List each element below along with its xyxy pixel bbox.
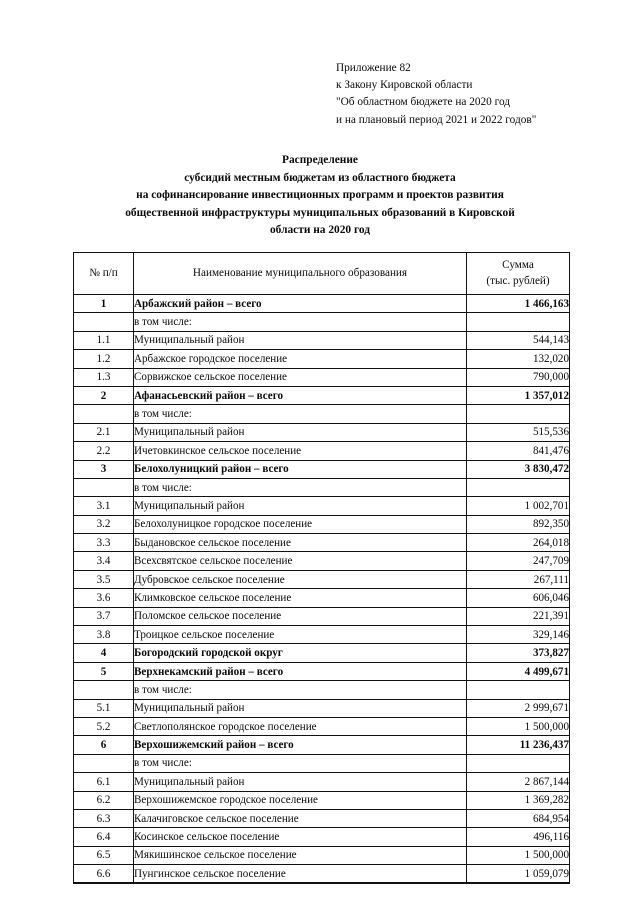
cell-number: 5.1 xyxy=(74,699,134,717)
cell-municipality: Косинское сельское поселение xyxy=(134,828,467,846)
cell-amount xyxy=(467,313,570,331)
cell-amount: 496,116 xyxy=(467,828,570,846)
cell-amount xyxy=(467,405,570,423)
cell-number: 6.5 xyxy=(74,846,134,864)
cell-municipality: Верхошижемский район – всего xyxy=(134,736,467,754)
cell-number: 3.8 xyxy=(74,626,134,644)
cell-number: 3.4 xyxy=(74,552,134,570)
cell-number: 6.4 xyxy=(74,828,134,846)
cell-municipality: Верхошижемское городское поселение xyxy=(134,791,467,809)
cell-municipality: Троицкое сельское поселение xyxy=(134,626,467,644)
table-row xyxy=(74,589,570,607)
cell-amount: 1 059,079 xyxy=(467,865,570,883)
cell-number: 6.2 xyxy=(74,791,134,809)
cell-amount: 790,000 xyxy=(467,368,570,386)
cell-amount: 892,350 xyxy=(467,515,570,533)
table-row xyxy=(74,828,570,846)
cell-municipality: Белохолуницкий район – всего xyxy=(134,460,467,478)
column-header-number: № п/п xyxy=(74,253,134,295)
table-row xyxy=(74,442,570,460)
cell-municipality: Светлополянское городское поселение xyxy=(134,717,467,735)
cell-municipality: Муниципальный район xyxy=(134,497,467,515)
table-row xyxy=(74,460,570,478)
cell-municipality: Сорвижское сельское поселение xyxy=(134,368,467,386)
table-row xyxy=(74,552,570,570)
table-row xyxy=(74,773,570,791)
column-header-municipality: Наименование муниципального образования xyxy=(134,253,467,295)
cell-amount: 515,536 xyxy=(467,423,570,441)
cell-municipality: Быдановское сельское поселение xyxy=(134,534,467,552)
table-header xyxy=(74,253,570,295)
appendix-line-3: "Об областном бюджете на 2020 год xyxy=(336,96,511,109)
cell-municipality: Белохолуницкое городское поселение xyxy=(134,515,467,533)
cell-number: 3 xyxy=(74,460,134,478)
cell-number: 1.2 xyxy=(74,350,134,368)
cell-municipality: Богородский городской округ xyxy=(134,644,467,662)
cell-municipality: Пунгинское сельское поселение xyxy=(134,865,467,883)
table-row xyxy=(74,570,570,588)
cell-number: 4 xyxy=(74,644,134,662)
table-row xyxy=(74,350,570,368)
cell-number: 6.3 xyxy=(74,809,134,827)
cell-amount xyxy=(467,754,570,772)
cell-amount: 1 369,282 xyxy=(467,791,570,809)
table-row xyxy=(74,607,570,625)
appendix-line-2: к Закону Кировской области xyxy=(336,79,473,92)
cell-amount: 373,827 xyxy=(467,644,570,662)
cell-number: 3.5 xyxy=(74,570,134,588)
table-row xyxy=(74,313,570,331)
cell-municipality: в том числе: xyxy=(134,313,467,331)
cell-number xyxy=(74,313,134,331)
table-row xyxy=(74,699,570,717)
table-row xyxy=(74,662,570,680)
table-row xyxy=(74,717,570,735)
cell-amount: 2 867,144 xyxy=(467,773,570,791)
subsidies-table xyxy=(73,252,570,884)
cell-number xyxy=(74,681,134,699)
table-row xyxy=(74,865,570,883)
cell-municipality: Арбажский район – всего xyxy=(134,295,467,313)
table-row xyxy=(74,534,570,552)
cell-amount: 1 500,000 xyxy=(467,717,570,735)
cell-number: 3.6 xyxy=(74,589,134,607)
cell-municipality: Ичетовкинское сельское поселение xyxy=(134,442,467,460)
table-row xyxy=(74,791,570,809)
cell-municipality: Муниципальный район xyxy=(134,773,467,791)
appendix-line-1: Приложение 82 xyxy=(336,62,411,74)
cell-number: 6.1 xyxy=(74,773,134,791)
cell-municipality: Калачиговское сельское поселение xyxy=(134,809,467,827)
table-row xyxy=(74,478,570,496)
cell-number: 2 xyxy=(74,386,134,404)
cell-number: 6 xyxy=(74,736,134,754)
cell-amount: 684,954 xyxy=(467,809,570,827)
page-title xyxy=(50,152,590,240)
title-line-4: общественной инфраструктуры муниципальных образований в Кировской xyxy=(125,206,515,219)
cell-municipality: Климковское сельское поселение xyxy=(134,589,467,607)
table-row xyxy=(74,736,570,754)
appendix-reference-block xyxy=(336,60,636,129)
cell-amount: 1 500,000 xyxy=(467,846,570,864)
cell-number xyxy=(74,478,134,496)
cell-municipality: Всехсвятское сельское поселение xyxy=(134,552,467,570)
column-header-amount xyxy=(467,253,570,295)
title-line-3: на софинансирование инвестиционных программ и проектов развития xyxy=(136,189,504,202)
cell-number: 1 xyxy=(74,295,134,313)
cell-municipality: в том числе: xyxy=(134,405,467,423)
cell-number: 6.6 xyxy=(74,865,134,883)
table-row xyxy=(74,423,570,441)
cell-number: 1.1 xyxy=(74,331,134,349)
cell-municipality: Муниципальный район xyxy=(134,423,467,441)
subsidies-table-container xyxy=(73,252,569,884)
table-row xyxy=(74,331,570,349)
title-line-5: области на 2020 год xyxy=(269,224,370,237)
column-header-amount-line1: Сумма xyxy=(502,259,534,271)
cell-amount: 11 236,437 xyxy=(467,736,570,754)
cell-amount: 606,046 xyxy=(467,589,570,607)
cell-municipality: в том числе: xyxy=(134,754,467,772)
cell-number: 5.2 xyxy=(74,717,134,735)
cell-number: 2.2 xyxy=(74,442,134,460)
cell-amount: 221,391 xyxy=(467,607,570,625)
cell-amount: 841,476 xyxy=(467,442,570,460)
table-row xyxy=(74,515,570,533)
cell-municipality: в том числе: xyxy=(134,478,467,496)
table-row xyxy=(74,386,570,404)
cell-number xyxy=(74,405,134,423)
cell-municipality: Муниципальный район xyxy=(134,331,467,349)
cell-amount: 329,146 xyxy=(467,626,570,644)
cell-municipality: Мякишинское сельское поселение xyxy=(134,846,467,864)
cell-number: 3.7 xyxy=(74,607,134,625)
table-header-row xyxy=(74,253,570,295)
cell-number: 5 xyxy=(74,662,134,680)
cell-amount xyxy=(467,681,570,699)
cell-amount: 1 466,163 xyxy=(467,295,570,313)
cell-municipality: Поломское сельское поселение xyxy=(134,607,467,625)
table-row xyxy=(74,295,570,313)
cell-municipality: Верхнекамский район – всего xyxy=(134,662,467,680)
cell-number: 2.1 xyxy=(74,423,134,441)
cell-amount: 132,020 xyxy=(467,350,570,368)
title-line-1: Распределение xyxy=(282,154,358,166)
table-row xyxy=(74,405,570,423)
cell-amount: 1 002,701 xyxy=(467,497,570,515)
cell-municipality: Муниципальный район xyxy=(134,699,467,717)
cell-number: 3.3 xyxy=(74,534,134,552)
cell-amount: 2 999,671 xyxy=(467,699,570,717)
table-row xyxy=(74,626,570,644)
cell-number xyxy=(74,754,134,772)
cell-amount: 247,709 xyxy=(467,552,570,570)
table-row xyxy=(74,681,570,699)
cell-amount: 4 499,671 xyxy=(467,662,570,680)
cell-municipality: в том числе: xyxy=(134,681,467,699)
table-row xyxy=(74,809,570,827)
cell-municipality: Дубровское сельское поселение xyxy=(134,570,467,588)
cell-amount: 264,018 xyxy=(467,534,570,552)
cell-municipality: Афанасьевский район – всего xyxy=(134,386,467,404)
table-row xyxy=(74,754,570,772)
appendix-line-4: и на плановый период 2021 и 2022 годов" xyxy=(336,113,537,126)
cell-number: 3.2 xyxy=(74,515,134,533)
table-body xyxy=(74,295,570,884)
table-row xyxy=(74,368,570,386)
cell-municipality: Арбажское городское поселение xyxy=(134,350,467,368)
cell-amount: 1 357,012 xyxy=(467,386,570,404)
cell-amount: 544,143 xyxy=(467,331,570,349)
cell-number: 1.3 xyxy=(74,368,134,386)
table-row xyxy=(74,497,570,515)
cell-number: 3.1 xyxy=(74,497,134,515)
cell-amount: 267,111 xyxy=(467,570,570,588)
cell-amount xyxy=(467,478,570,496)
table-row xyxy=(74,644,570,662)
column-header-amount-line2: (тыс. рублей) xyxy=(486,274,550,287)
title-line-2: субсидий местным бюджетам из областного бюджета xyxy=(184,171,456,184)
cell-amount: 3 830,472 xyxy=(467,460,570,478)
table-row xyxy=(74,846,570,864)
